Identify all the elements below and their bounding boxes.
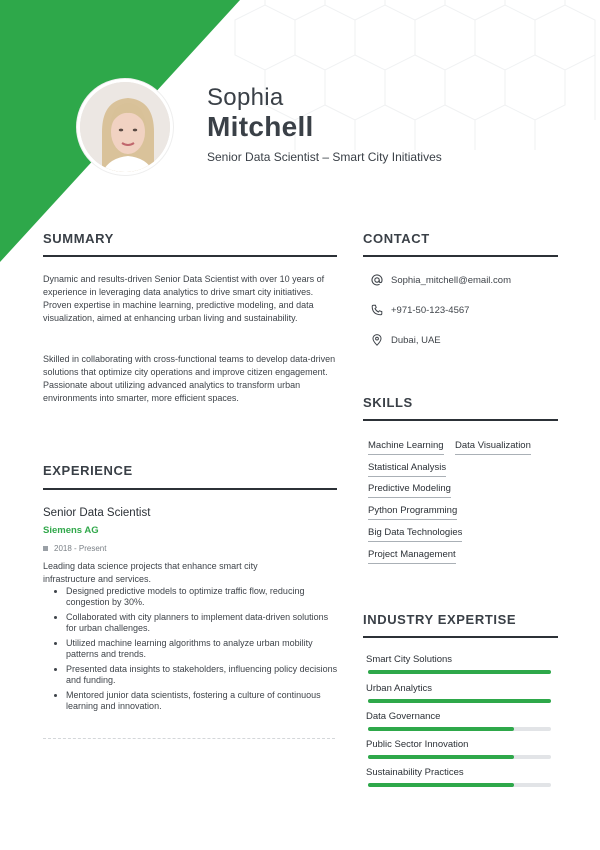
expertise-bar-fill xyxy=(368,783,514,787)
experience-divider xyxy=(43,488,337,490)
contact-location xyxy=(371,334,441,346)
skill-tag: Machine Learning xyxy=(368,440,444,455)
job-dates xyxy=(43,544,106,553)
location-pin-icon xyxy=(371,334,383,346)
skill-tag: Project Management xyxy=(368,549,456,564)
headline: Senior Data Scientist – Smart City Initiatives xyxy=(207,150,442,164)
expertise-label: Data Governance xyxy=(366,711,441,722)
summary-title: SUMMARY xyxy=(43,231,114,246)
at-sign-icon xyxy=(371,274,383,286)
job-title: Senior Data Scientist xyxy=(43,507,151,519)
expertise-label: Sustainability Practices xyxy=(366,767,464,778)
contact-location-text: Dubai, UAE xyxy=(391,334,441,346)
expertise-bar-fill xyxy=(368,755,514,759)
expertise-bar-fill xyxy=(368,727,514,731)
expertise-bar-track xyxy=(368,783,551,787)
summary-divider xyxy=(43,255,337,257)
profile-photo xyxy=(77,79,173,175)
company-name: Siemens AG xyxy=(43,525,99,536)
skill-tag: Data Visualization xyxy=(455,440,531,455)
job-dates-text: 2018 - Present xyxy=(54,544,107,553)
contact-divider xyxy=(363,255,558,257)
list-item: • Mentored junior data scientists, fostering a culture of continuous learning and innovation. xyxy=(66,690,339,712)
list-item: • Utilized machine learning algorithms to analyze urban mobility patterns and trends. xyxy=(66,638,339,660)
expertise-bar-track xyxy=(368,727,551,731)
contact-email[interactable] xyxy=(371,274,511,286)
expertise-bar-fill xyxy=(368,670,551,674)
list-item: • Designed predictive models to optimize traffic flow, reducing congestion by 30%. xyxy=(66,586,339,608)
contact-phone-text: +971-50-123-4567 xyxy=(391,304,470,316)
skills-title: SKILLS xyxy=(363,395,413,410)
skill-tag: Statistical Analysis xyxy=(368,462,446,477)
skill-tag: Predictive Modeling xyxy=(368,483,451,498)
section-divider-dashed xyxy=(43,738,335,739)
phone-icon xyxy=(371,304,383,316)
summary-paragraph-1: Dynamic and results-driven Senior Data Scientist with over 10 years of experience in leveraging data analytics to drive smart city initiatives. Proven expertise in machine learning, predictive modeling, and data visualization, aimed at enhancing urban living and sustainability. xyxy=(43,274,325,323)
experience-title: EXPERIENCE xyxy=(43,463,133,478)
industry-expertise-divider xyxy=(363,636,558,638)
date-marker xyxy=(43,546,48,551)
expertise-bar-track xyxy=(368,670,551,674)
skill-tag: Big Data Technologies xyxy=(368,527,462,542)
last-name: Mitchell xyxy=(207,111,314,142)
expertise-bar-track xyxy=(368,699,551,703)
job-description: Leading data science projects that enhance smart city infrastructure and services. xyxy=(43,561,258,584)
contact-email-text: Sophia_mitchell@email.com xyxy=(391,274,511,286)
list-item: • Presented data insights to stakeholders, influencing policy decisions and funding. xyxy=(66,664,339,686)
contact-phone[interactable] xyxy=(371,304,469,316)
job-bullets xyxy=(54,586,339,716)
first-name: Sophia xyxy=(207,84,284,111)
contact-title: CONTACT xyxy=(363,231,430,246)
summary-paragraph-2: Skilled in collaborating with cross-functional teams to develop data-driven solutions that optimize city operations and improve citizen engagement. Passionate about utilizing advanced analytics to transform urban environments into smarter, more efficient spaces. xyxy=(43,354,336,403)
expertise-label: Urban Analytics xyxy=(366,683,433,694)
expertise-bar-track xyxy=(368,755,551,759)
list-item: • Collaborated with city planners to implement data-driven solutions for urban challenges. xyxy=(66,612,339,634)
expertise-label: Smart City Solutions xyxy=(366,654,453,665)
skills-divider xyxy=(363,419,558,421)
industry-expertise-title: INDUSTRY EXPERTISE xyxy=(363,612,517,627)
skill-tag: Python Programming xyxy=(368,505,457,520)
expertise-bar-fill xyxy=(368,699,551,703)
expertise-label: Public Sector Innovation xyxy=(366,739,469,750)
